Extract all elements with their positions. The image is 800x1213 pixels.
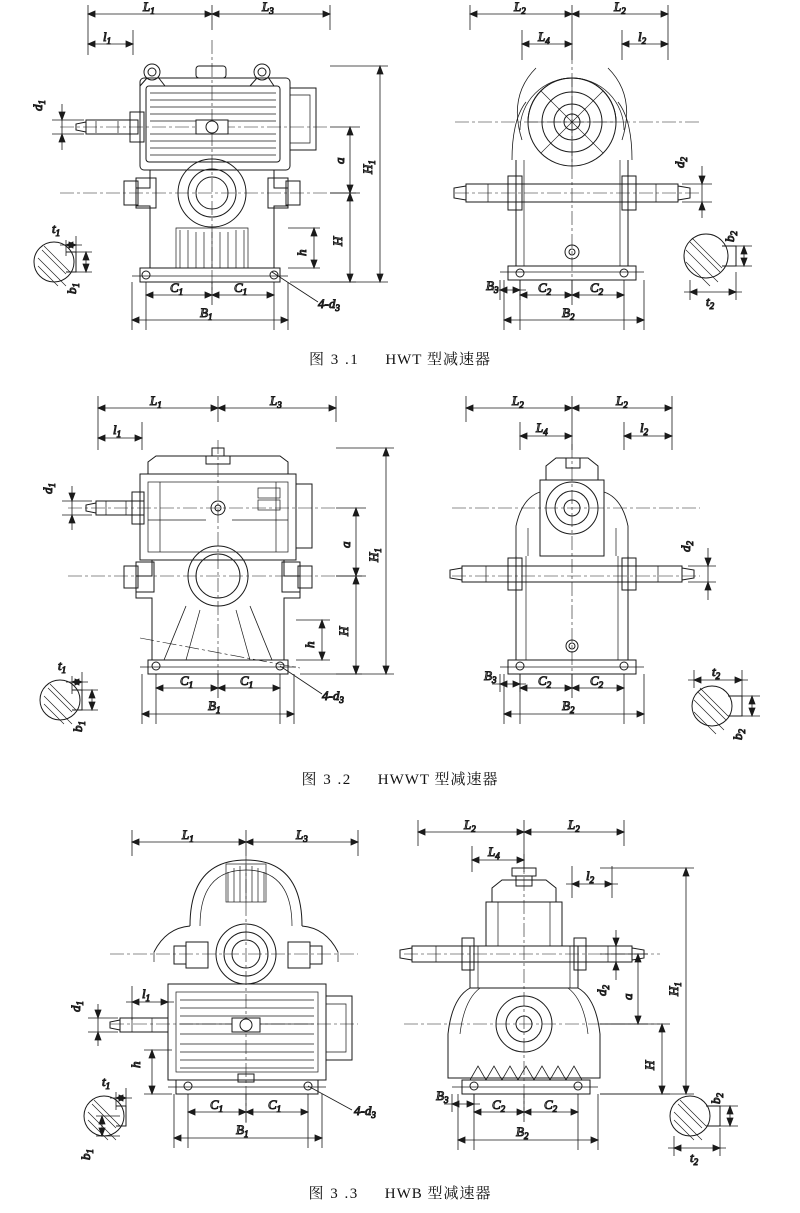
- svg-text:L2: $L_2$: [614, 0, 626, 16]
- figure-3-3-drawing: [0, 806, 800, 1186]
- svg-text:L4: $L_4$: [488, 844, 500, 861]
- svg-text:t1: $t_1$: [58, 658, 67, 675]
- svg-text:C2: $C_2$: [590, 280, 604, 297]
- svg-text:d1: $d_1$: [30, 100, 47, 111]
- svg-text:L2: $L_2$: [512, 393, 524, 410]
- svg-text:L2: $L_2$: [568, 817, 580, 834]
- svg-text:B2: $B_2$: [562, 305, 575, 322]
- figure-3-3-caption: [0, 1182, 800, 1203]
- figure-3-2-title: HWWT 型减速器: [377, 772, 499, 788]
- svg-text:H1: $H_1$: [366, 548, 383, 562]
- svg-text:L4: $L_4$: [538, 29, 550, 46]
- svg-text:B3: $B_3$: [486, 278, 499, 295]
- svg-text:H1: $H_1$: [666, 982, 683, 996]
- svg-text:l2: $l_2$: [586, 868, 595, 885]
- svg-text:B2: $B_2$: [516, 1124, 529, 1141]
- svg-text:b2: $b_2$: [722, 231, 739, 242]
- svg-text:l1: $l_1$: [103, 29, 112, 46]
- figure-3-1-title: HWT 型减速器: [385, 352, 491, 368]
- svg-text:h: h: [302, 641, 317, 648]
- svg-text:L3: $L_3$: [296, 827, 308, 844]
- svg-text:a: a: [338, 541, 353, 548]
- svg-text:C2: $C_2$: [590, 673, 604, 690]
- svg-text:B2: $B_2$: [562, 698, 575, 715]
- svg-text:L2: $L_2$: [464, 817, 476, 834]
- svg-text:h: h: [294, 249, 309, 256]
- svg-text:t2: $t_2$: [712, 664, 721, 681]
- svg-text:b2: $b_2$: [708, 1093, 725, 1104]
- svg-text:l1: $l_1$: [113, 422, 122, 439]
- svg-text:L2: $L_2$: [616, 393, 628, 410]
- svg-text:C2: $C_2$: [538, 280, 552, 297]
- svg-text:L1: $L_1$: [150, 393, 162, 410]
- svg-text:H: H: [330, 236, 345, 246]
- figure-3-1: [0, 0, 800, 350]
- svg-text:d2: $d_2$: [594, 985, 611, 996]
- svg-text:4-d3: $4-d_3$: [322, 688, 344, 705]
- figure-3-2-caption: [0, 768, 800, 789]
- figure-3-1-number: 图 3 .1: [309, 352, 360, 368]
- svg-text:d2: $d_2$: [678, 541, 695, 552]
- svg-text:L2: $L_2$: [514, 0, 526, 16]
- svg-text:b2: $b_2$: [730, 729, 747, 740]
- svg-text:L1: $L_1$: [182, 827, 194, 844]
- svg-text:H: H: [642, 1060, 657, 1070]
- svg-text:C2: $C_2$: [544, 1097, 558, 1114]
- svg-text:d1: $d_1$: [40, 483, 57, 494]
- svg-text:4-d3: $4-d_3$: [318, 296, 340, 313]
- svg-text:t2: $t_2$: [690, 1150, 699, 1167]
- svg-text:H1: $H_1$: [360, 160, 377, 174]
- svg-text:B1: $B_1$: [236, 1122, 249, 1139]
- svg-text:L4: $L_4$: [536, 420, 548, 437]
- svg-text:C1: $C_1$: [268, 1097, 282, 1114]
- svg-text:B1: $B_1$: [208, 698, 221, 715]
- svg-text:b1: $b_1$: [64, 283, 81, 294]
- svg-text:B3: $B_3$: [484, 668, 497, 685]
- svg-text:C1: $C_1$: [240, 673, 254, 690]
- svg-text:C1: $C_1$: [180, 673, 194, 690]
- svg-text:L3: $L_3$: [270, 393, 282, 410]
- svg-text:t2: $t_2$: [706, 294, 715, 311]
- svg-text:4-d3: $4-d_3$: [354, 1103, 376, 1120]
- svg-text:L1: $L_1$: [143, 0, 155, 16]
- svg-text:C1: $C_1$: [210, 1097, 224, 1114]
- figure-3-2-drawing: [0, 388, 800, 758]
- figure-3-2-number: 图 3 .2: [301, 772, 352, 788]
- svg-text:d2: $d_2$: [672, 157, 689, 168]
- svg-text:C1: $C_1$: [170, 280, 184, 297]
- svg-text:b1: $b_1$: [78, 1149, 95, 1160]
- svg-text:H: H: [336, 626, 351, 636]
- figure-3-1-caption: [0, 348, 800, 369]
- figure-3-3: [0, 806, 800, 1186]
- svg-text:d1: $d_1$: [68, 1001, 85, 1012]
- svg-text:l1: $l_1$: [142, 986, 151, 1003]
- svg-text:C1: $C_1$: [234, 280, 248, 297]
- svg-text:l2: $l_2$: [640, 420, 649, 437]
- svg-text:h: h: [128, 1061, 143, 1068]
- svg-text:C2: $C_2$: [492, 1097, 506, 1114]
- svg-text:L3: $L_3$: [262, 0, 274, 16]
- figure-3-3-number: 图 3 .3: [308, 1186, 359, 1202]
- svg-text:l2: $l_2$: [638, 29, 647, 46]
- figure-3-1-drawing: [0, 0, 800, 350]
- svg-text:B1: $B_1$: [200, 305, 213, 322]
- svg-text:B3: $B_3$: [436, 1088, 449, 1105]
- svg-text:a: a: [332, 157, 347, 164]
- figure-3-2: [0, 388, 800, 758]
- svg-text:a: a: [620, 993, 635, 1000]
- svg-text:C2: $C_2$: [538, 673, 552, 690]
- svg-text:b1: $b_1$: [70, 721, 87, 732]
- svg-text:t1: $t_1$: [52, 221, 61, 238]
- figure-3-3-title: HWB 型减速器: [384, 1186, 492, 1202]
- svg-text:t1: $t_1$: [102, 1074, 111, 1091]
